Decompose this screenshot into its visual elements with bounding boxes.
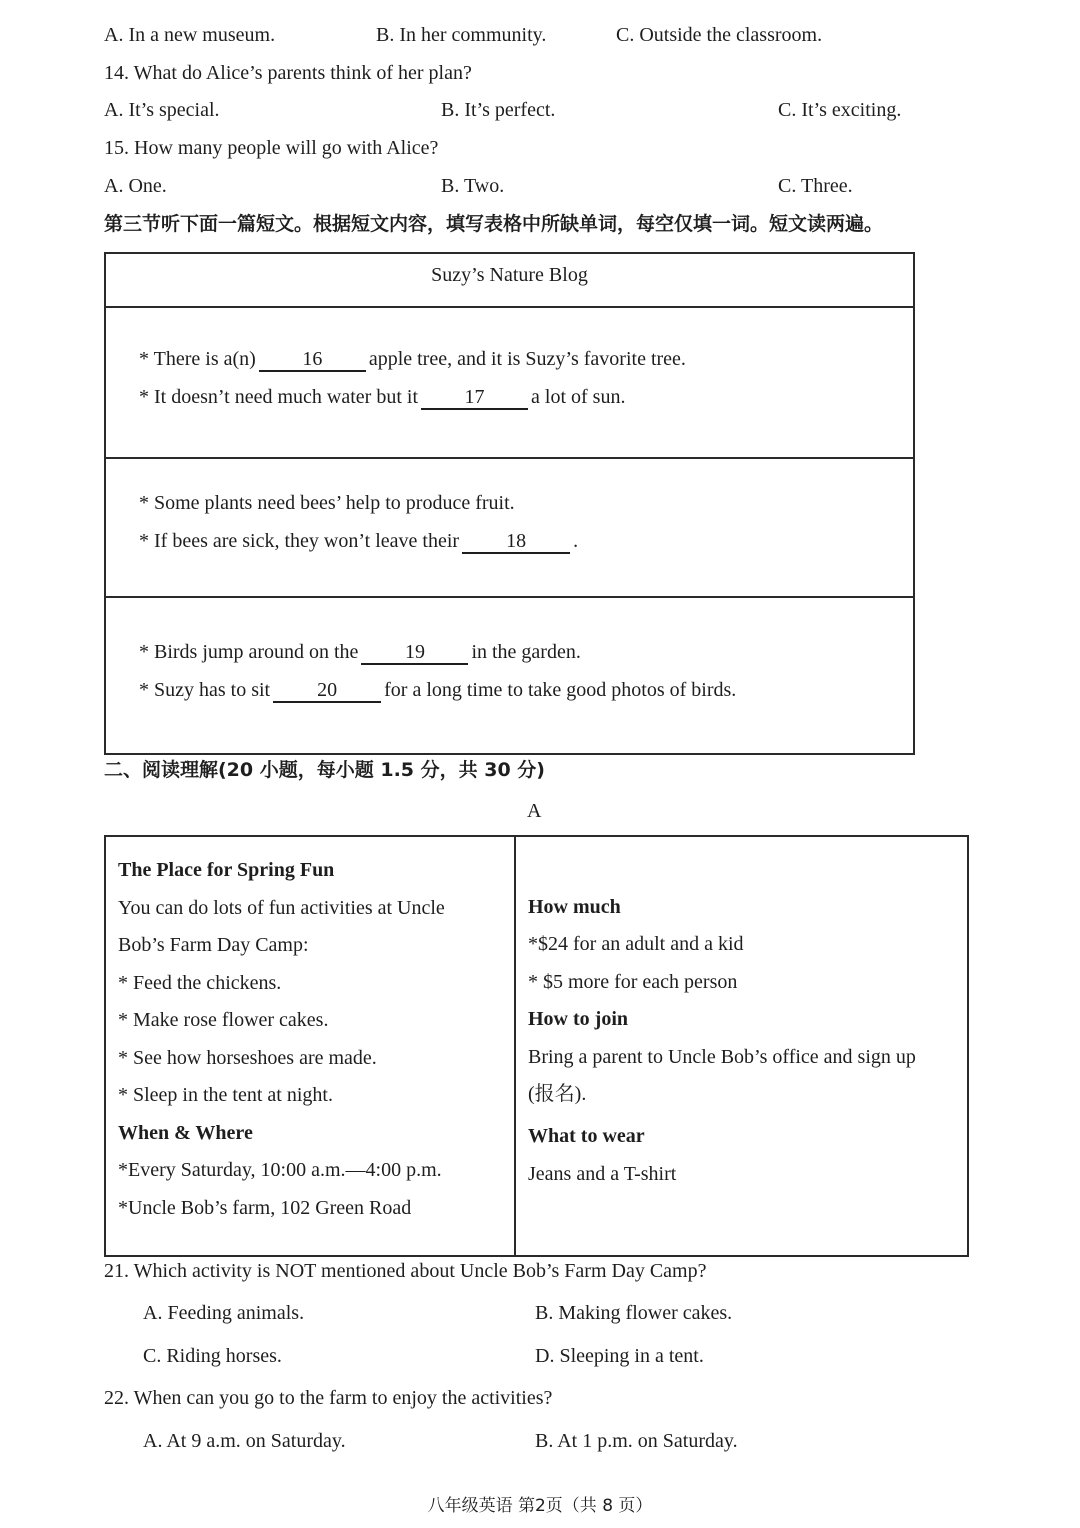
blog-text: * It doesn’t need much water but it	[139, 386, 419, 408]
ad-heading-spring-fun: The Place for Spring Fun	[118, 859, 335, 881]
section3-instruction: 第三节听下面一篇短文。根据短文内容，填写表格中所缺单词，每空仅填一词。短文读两遍。	[104, 213, 884, 235]
q15-option-c: C. Three.	[778, 175, 853, 197]
ad-activity-item: * See how horseshoes are made.	[118, 1047, 377, 1069]
blog-text: apple tree, and it is Suzy’s favorite tree.	[368, 348, 686, 370]
answer-blank-18[interactable]: 18	[462, 530, 570, 554]
answer-blank-17[interactable]: 17	[421, 386, 528, 410]
blog-text: * If bees are sick, they won’t leave their	[139, 530, 460, 552]
ad-text: * $5 more for each person	[528, 971, 738, 993]
q14-option-b: B. It’s perfect.	[441, 99, 556, 121]
ad-activity-item: * Make rose flower cakes.	[118, 1009, 329, 1031]
ad-heading-how-much: How much	[528, 896, 621, 918]
blog-row2-line2	[139, 528, 578, 554]
ad-text: Bring a parent to Uncle Bob’s office and sign up	[528, 1046, 916, 1068]
ad-text: *Every Saturday, 10:00 a.m.—4:00 p.m.	[118, 1159, 442, 1181]
blog-divider-3	[104, 596, 915, 598]
answer-blank-16[interactable]: 16	[259, 348, 366, 372]
ad-heading-how-to-join: How to join	[528, 1008, 628, 1030]
q22-option-b: B. At 1 p.m. on Saturday.	[535, 1430, 738, 1452]
blog-row3-line1	[139, 639, 581, 665]
blog-row1-line2	[139, 384, 625, 410]
ad-text: *$24 for an adult and a kid	[528, 933, 744, 955]
ad-text: Bob’s Farm Day Camp:	[118, 934, 309, 956]
q13-option-a: A. In a new museum.	[104, 24, 276, 46]
q14-option-a: A. It’s special.	[104, 99, 220, 121]
ad-text: *Uncle Bob’s farm, 102 Green Road	[118, 1197, 412, 1219]
q15-option-a: A. One.	[104, 175, 167, 197]
ad-activity-item: * Sleep in the tent at night.	[118, 1084, 333, 1106]
blog-title: Suzy’s Nature Blog	[431, 264, 588, 286]
q15-stem: 15. How many people will go with Alice?	[104, 137, 439, 159]
q22-stem: 22. When can you go to the farm to enjoy the activities?	[104, 1387, 553, 1409]
q21-option-d: D. Sleeping in a tent.	[535, 1345, 704, 1367]
q21-option-b: B. Making flower cakes.	[535, 1302, 733, 1324]
ad-text: Jeans and a T-shirt	[528, 1163, 677, 1185]
blog-text: .	[573, 530, 579, 552]
blog-text: * Suzy has to sit	[139, 679, 271, 701]
ad-text: You can do lots of fun activities at Uncle	[118, 897, 445, 919]
q22-option-a: A. At 9 a.m. on Saturday.	[143, 1430, 346, 1452]
q14-stem: 14. What do Alice’s parents think of her plan?	[104, 62, 472, 84]
ad-activity-item: * Feed the chickens.	[118, 972, 282, 994]
blog-text: for a long time to take good photos of birds.	[384, 679, 737, 701]
q13-option-c: C. Outside the classroom.	[616, 24, 823, 46]
blog-row3-line2	[139, 677, 736, 703]
blog-text: in the garden.	[471, 641, 581, 663]
q15-option-b: B. Two.	[441, 175, 505, 197]
ad-table-column-divider	[514, 835, 516, 1257]
page-footer: 八年级英语 第2页（共 8 页）	[427, 1496, 653, 1516]
blog-row1-line1	[139, 346, 686, 372]
blog-text: a lot of sun.	[531, 386, 626, 408]
q21-option-c: C. Riding horses.	[143, 1345, 282, 1367]
q21-stem: 21. Which activity is NOT mentioned about Uncle Bob’s Farm Day Camp?	[104, 1260, 707, 1282]
reading-section-heading: 二、阅读理解(20 小题，每小题 1.5 分，共 30 分)	[104, 759, 545, 781]
ad-heading-when-where: When & Where	[118, 1122, 253, 1144]
answer-blank-20[interactable]: 20	[273, 679, 381, 703]
blog-divider-2	[104, 457, 915, 459]
blog-text: * There is a(n)	[139, 348, 256, 370]
q14-option-c: C. It’s exciting.	[778, 99, 902, 121]
answer-blank-19[interactable]: 19	[361, 641, 468, 665]
blog-row2-line1: * Some plants need bees’ help to produce fruit.	[139, 492, 515, 514]
blog-divider-1	[104, 306, 915, 308]
blog-text: * Birds jump around on the	[139, 641, 359, 663]
ad-text: (报名).	[528, 1083, 587, 1105]
q21-option-a: A. Feeding animals.	[143, 1302, 305, 1324]
q13-option-b: B. In her community.	[376, 24, 547, 46]
ad-heading-what-to-wear: What to wear	[528, 1125, 645, 1147]
passage-label: A	[527, 800, 542, 822]
